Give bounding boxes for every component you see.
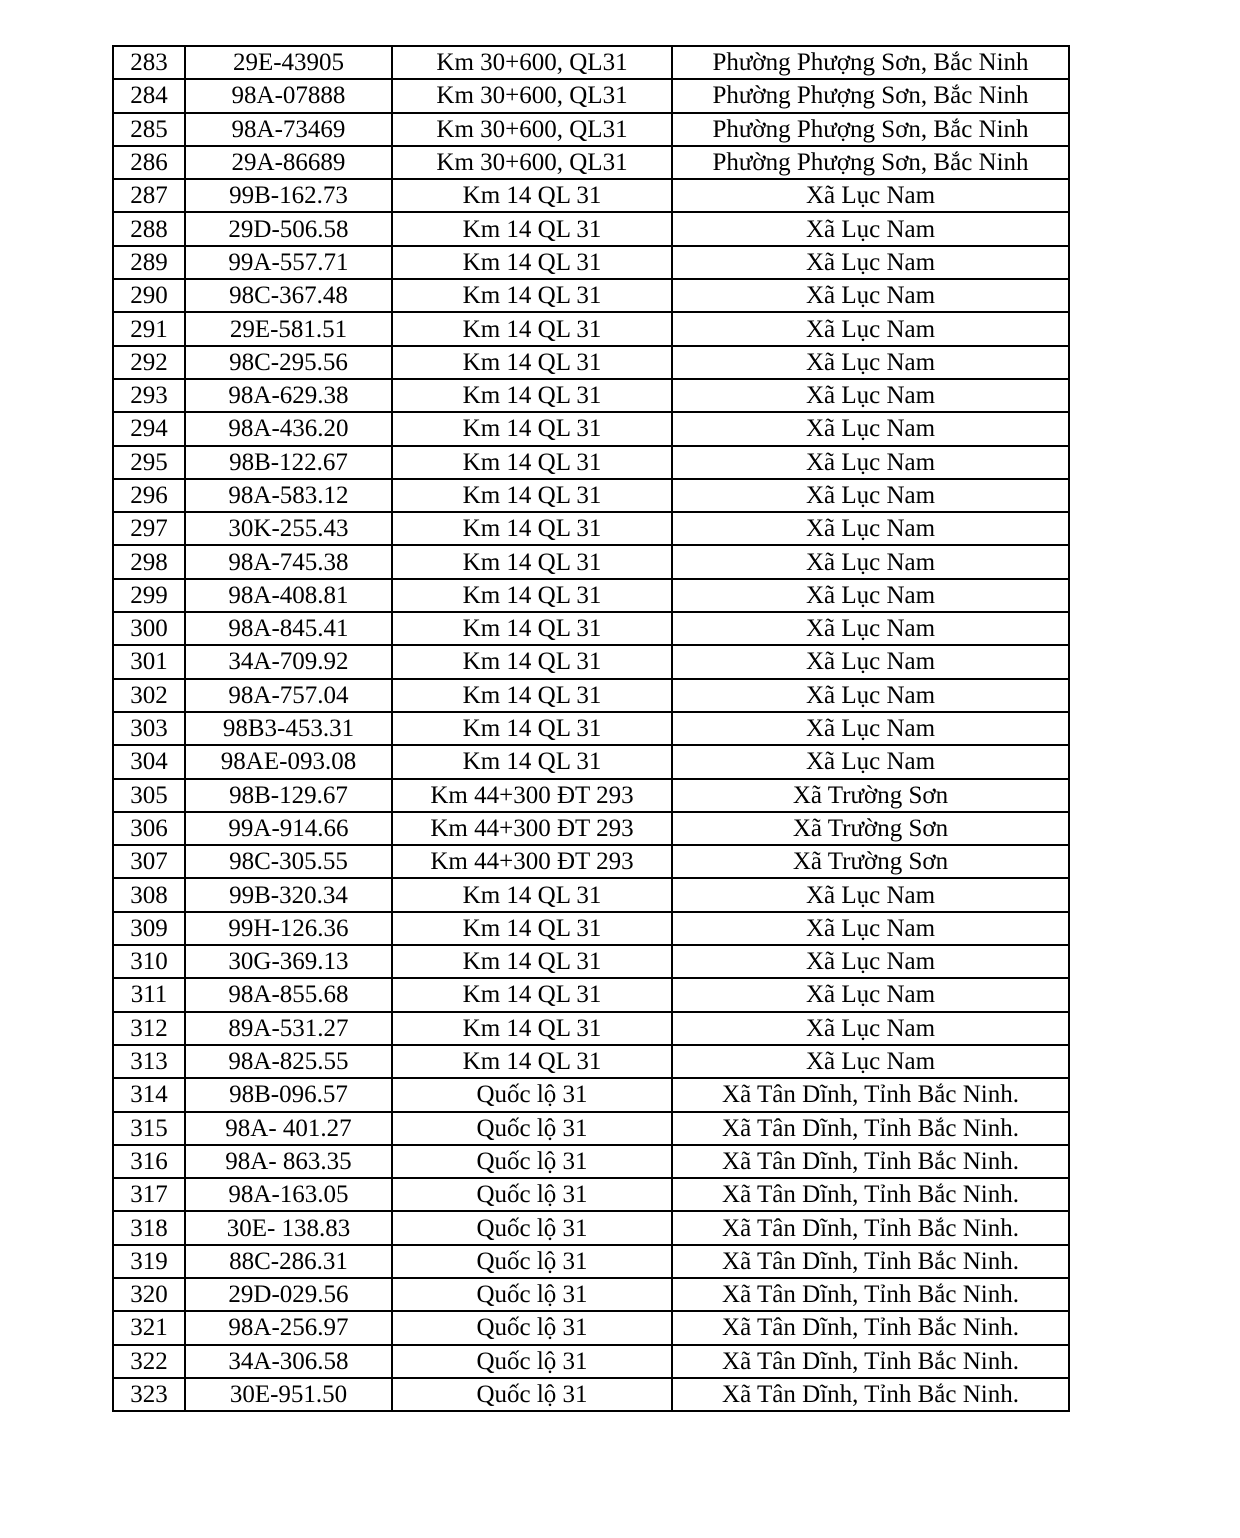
row-number-cell: 293 [113, 379, 185, 412]
row-number-cell: 285 [113, 113, 185, 146]
table-row [113, 479, 1069, 512]
location-cell: Km 44+300 ĐT 293 [392, 845, 672, 878]
row-number-cell: 316 [113, 1145, 185, 1178]
location-cell: Quốc lộ 31 [392, 1278, 672, 1311]
area-cell: Xã Trường Sơn [672, 845, 1069, 878]
area-cell: Xã Lục Nam [672, 745, 1069, 778]
license-plate-cell: 98A-629.38 [185, 379, 392, 412]
table-row [113, 346, 1069, 379]
area-cell: Xã Tân Dĩnh, Tỉnh Bắc Ninh. [672, 1112, 1069, 1145]
location-cell: Quốc lộ 31 [392, 1112, 672, 1145]
location-cell: Quốc lộ 31 [392, 1078, 672, 1111]
table-row [113, 812, 1069, 845]
row-number-cell: 317 [113, 1178, 185, 1211]
table-row [113, 978, 1069, 1011]
license-plate-cell: 99A-557.71 [185, 246, 392, 279]
row-number-cell: 291 [113, 312, 185, 345]
area-cell: Xã Lục Nam [672, 1012, 1069, 1045]
license-plate-cell: 34A-709.92 [185, 645, 392, 678]
area-cell: Xã Lục Nam [672, 912, 1069, 945]
row-number-cell: 302 [113, 679, 185, 712]
row-number-cell: 306 [113, 812, 185, 845]
location-cell: Km 30+600, QL31 [392, 46, 672, 79]
table-row [113, 1112, 1069, 1145]
location-cell: Km 14 QL 31 [392, 912, 672, 945]
row-number-cell: 304 [113, 745, 185, 778]
location-cell: Km 14 QL 31 [392, 412, 672, 445]
location-cell: Km 44+300 ĐT 293 [392, 812, 672, 845]
area-cell: Xã Tân Dĩnh, Tỉnh Bắc Ninh. [672, 1311, 1069, 1344]
license-plate-cell: 29D-506.58 [185, 212, 392, 245]
license-plate-cell: 98A-825.55 [185, 1045, 392, 1078]
license-plate-cell: 30E- 138.83 [185, 1211, 392, 1244]
license-plate-cell: 98A-256.97 [185, 1311, 392, 1344]
row-number-cell: 288 [113, 212, 185, 245]
location-cell: Quốc lộ 31 [392, 1245, 672, 1278]
table-body [113, 46, 1069, 1411]
row-number-cell: 299 [113, 579, 185, 612]
table-row [113, 46, 1069, 79]
row-number-cell: 313 [113, 1045, 185, 1078]
license-plate-cell: 98AE-093.08 [185, 745, 392, 778]
table-row [113, 446, 1069, 479]
area-cell: Xã Lục Nam [672, 679, 1069, 712]
location-cell: Km 14 QL 31 [392, 545, 672, 578]
table-row [113, 1311, 1069, 1344]
row-number-cell: 322 [113, 1345, 185, 1378]
location-cell: Km 14 QL 31 [392, 945, 672, 978]
location-cell: Km 14 QL 31 [392, 612, 672, 645]
row-number-cell: 323 [113, 1378, 185, 1411]
license-plate-cell: 29D-029.56 [185, 1278, 392, 1311]
license-plate-cell: 99H-126.36 [185, 912, 392, 945]
area-cell: Xã Lục Nam [672, 279, 1069, 312]
area-cell: Xã Trường Sơn [672, 779, 1069, 812]
location-cell: Quốc lộ 31 [392, 1345, 672, 1378]
license-plate-cell: 30E-951.50 [185, 1378, 392, 1411]
area-cell: Xã Lục Nam [672, 579, 1069, 612]
license-plate-cell: 98A-163.05 [185, 1178, 392, 1211]
table-row [113, 845, 1069, 878]
table-row [113, 1178, 1069, 1211]
location-cell: Km 14 QL 31 [392, 1012, 672, 1045]
row-number-cell: 312 [113, 1012, 185, 1045]
location-cell: Km 14 QL 31 [392, 512, 672, 545]
row-number-cell: 305 [113, 779, 185, 812]
location-cell: Km 14 QL 31 [392, 978, 672, 1011]
location-cell: Km 14 QL 31 [392, 246, 672, 279]
area-cell: Xã Tân Dĩnh, Tỉnh Bắc Ninh. [672, 1345, 1069, 1378]
location-cell: Km 44+300 ĐT 293 [392, 779, 672, 812]
row-number-cell: 307 [113, 845, 185, 878]
row-number-cell: 310 [113, 945, 185, 978]
location-cell: Km 14 QL 31 [392, 679, 672, 712]
license-plate-cell: 98A-583.12 [185, 479, 392, 512]
area-cell: Xã Lục Nam [672, 878, 1069, 911]
area-cell: Xã Tân Dĩnh, Tỉnh Bắc Ninh. [672, 1245, 1069, 1278]
license-plate-cell: 88C-286.31 [185, 1245, 392, 1278]
table-row [113, 146, 1069, 179]
area-cell: Xã Lục Nam [672, 1045, 1069, 1078]
table-row [113, 745, 1069, 778]
table-row [113, 512, 1069, 545]
violation-table [112, 45, 1070, 1412]
license-plate-cell: 99B-320.34 [185, 878, 392, 911]
license-plate-cell: 98A-07888 [185, 79, 392, 112]
license-plate-cell: 98C-305.55 [185, 845, 392, 878]
location-cell: Quốc lộ 31 [392, 1378, 672, 1411]
table-row [113, 212, 1069, 245]
table-row [113, 179, 1069, 212]
table-row [113, 1045, 1069, 1078]
table-row [113, 645, 1069, 678]
table-row [113, 878, 1069, 911]
row-number-cell: 315 [113, 1112, 185, 1145]
area-cell: Xã Tân Dĩnh, Tỉnh Bắc Ninh. [672, 1178, 1069, 1211]
location-cell: Km 14 QL 31 [392, 179, 672, 212]
row-number-cell: 296 [113, 479, 185, 512]
area-cell: Xã Lục Nam [672, 712, 1069, 745]
license-plate-cell: 98A-845.41 [185, 612, 392, 645]
row-number-cell: 309 [113, 912, 185, 945]
table-row [113, 1378, 1069, 1411]
license-plate-cell: 98B-122.67 [185, 446, 392, 479]
table-row [113, 1078, 1069, 1111]
area-cell: Xã Tân Dĩnh, Tỉnh Bắc Ninh. [672, 1211, 1069, 1244]
area-cell: Phường Phượng Sơn, Bắc Ninh [672, 46, 1069, 79]
license-plate-cell: 98B3-453.31 [185, 712, 392, 745]
table-row [113, 679, 1069, 712]
area-cell: Xã Lục Nam [672, 246, 1069, 279]
area-cell: Xã Lục Nam [672, 212, 1069, 245]
location-cell: Quốc lộ 31 [392, 1178, 672, 1211]
location-cell: Km 14 QL 31 [392, 645, 672, 678]
table-row [113, 1278, 1069, 1311]
row-number-cell: 284 [113, 79, 185, 112]
table-row [113, 1012, 1069, 1045]
row-number-cell: 318 [113, 1211, 185, 1244]
row-number-cell: 287 [113, 179, 185, 212]
table-row [113, 312, 1069, 345]
table-row [113, 279, 1069, 312]
row-number-cell: 286 [113, 146, 185, 179]
license-plate-cell: 29A-86689 [185, 146, 392, 179]
area-cell: Xã Lục Nam [672, 945, 1069, 978]
area-cell: Phường Phượng Sơn, Bắc Ninh [672, 146, 1069, 179]
license-plate-cell: 99A-914.66 [185, 812, 392, 845]
location-cell: Km 14 QL 31 [392, 712, 672, 745]
location-cell: Km 14 QL 31 [392, 1045, 672, 1078]
area-cell: Xã Tân Dĩnh, Tỉnh Bắc Ninh. [672, 1078, 1069, 1111]
table-row [113, 945, 1069, 978]
row-number-cell: 294 [113, 412, 185, 445]
location-cell: Km 14 QL 31 [392, 379, 672, 412]
table-row [113, 912, 1069, 945]
row-number-cell: 295 [113, 446, 185, 479]
row-number-cell: 283 [113, 46, 185, 79]
location-cell: Km 14 QL 31 [392, 212, 672, 245]
license-plate-cell: 98A-757.04 [185, 679, 392, 712]
table-row [113, 246, 1069, 279]
area-cell: Xã Lục Nam [672, 179, 1069, 212]
location-cell: Km 14 QL 31 [392, 446, 672, 479]
row-number-cell: 319 [113, 1245, 185, 1278]
area-cell: Xã Lục Nam [672, 346, 1069, 379]
row-number-cell: 298 [113, 545, 185, 578]
area-cell: Xã Tân Dĩnh, Tỉnh Bắc Ninh. [672, 1378, 1069, 1411]
table-row [113, 1245, 1069, 1278]
location-cell: Km 14 QL 31 [392, 579, 672, 612]
location-cell: Km 14 QL 31 [392, 279, 672, 312]
table-row [113, 579, 1069, 612]
table-row [113, 113, 1069, 146]
area-cell: Xã Lục Nam [672, 645, 1069, 678]
table-row [113, 712, 1069, 745]
license-plate-cell: 29E-43905 [185, 46, 392, 79]
location-cell: Km 14 QL 31 [392, 745, 672, 778]
row-number-cell: 320 [113, 1278, 185, 1311]
area-cell: Xã Trường Sơn [672, 812, 1069, 845]
license-plate-cell: 99B-162.73 [185, 179, 392, 212]
area-cell: Xã Lục Nam [672, 545, 1069, 578]
location-cell: Km 14 QL 31 [392, 312, 672, 345]
row-number-cell: 290 [113, 279, 185, 312]
table-row [113, 545, 1069, 578]
row-number-cell: 308 [113, 878, 185, 911]
license-plate-cell: 89A-531.27 [185, 1012, 392, 1045]
area-cell: Xã Tân Dĩnh, Tỉnh Bắc Ninh. [672, 1278, 1069, 1311]
row-number-cell: 311 [113, 978, 185, 1011]
row-number-cell: 292 [113, 346, 185, 379]
license-plate-cell: 98A- 401.27 [185, 1112, 392, 1145]
table-row [113, 412, 1069, 445]
license-plate-cell: 98C-295.56 [185, 346, 392, 379]
license-plate-cell: 98B-129.67 [185, 779, 392, 812]
table-row [113, 612, 1069, 645]
license-plate-cell: 30K-255.43 [185, 512, 392, 545]
location-cell: Km 14 QL 31 [392, 346, 672, 379]
license-plate-cell: 98A- 863.35 [185, 1145, 392, 1178]
table-row [113, 1211, 1069, 1244]
license-plate-cell: 98A-73469 [185, 113, 392, 146]
area-cell: Phường Phượng Sơn, Bắc Ninh [672, 79, 1069, 112]
location-cell: Km 30+600, QL31 [392, 113, 672, 146]
area-cell: Xã Lục Nam [672, 412, 1069, 445]
area-cell: Xã Lục Nam [672, 978, 1069, 1011]
location-cell: Quốc lộ 31 [392, 1311, 672, 1344]
table-row [113, 79, 1069, 112]
license-plate-cell: 98A-408.81 [185, 579, 392, 612]
table-row [113, 1145, 1069, 1178]
row-number-cell: 289 [113, 246, 185, 279]
location-cell: Km 30+600, QL31 [392, 146, 672, 179]
area-cell: Xã Lục Nam [672, 612, 1069, 645]
license-plate-cell: 98A-855.68 [185, 978, 392, 1011]
area-cell: Xã Tân Dĩnh, Tỉnh Bắc Ninh. [672, 1145, 1069, 1178]
row-number-cell: 314 [113, 1078, 185, 1111]
row-number-cell: 300 [113, 612, 185, 645]
location-cell: Km 14 QL 31 [392, 878, 672, 911]
license-plate-cell: 98A-436.20 [185, 412, 392, 445]
license-plate-cell: 98A-745.38 [185, 545, 392, 578]
location-cell: Quốc lộ 31 [392, 1211, 672, 1244]
row-number-cell: 321 [113, 1311, 185, 1344]
area-cell: Xã Lục Nam [672, 312, 1069, 345]
area-cell: Phường Phượng Sơn, Bắc Ninh [672, 113, 1069, 146]
license-plate-cell: 34A-306.58 [185, 1345, 392, 1378]
location-cell: Km 14 QL 31 [392, 479, 672, 512]
table-row [113, 779, 1069, 812]
license-plate-cell: 30G-369.13 [185, 945, 392, 978]
license-plate-cell: 98B-096.57 [185, 1078, 392, 1111]
license-plate-cell: 29E-581.51 [185, 312, 392, 345]
location-cell: Quốc lộ 31 [392, 1145, 672, 1178]
table-row [113, 379, 1069, 412]
table-row [113, 1345, 1069, 1378]
area-cell: Xã Lục Nam [672, 479, 1069, 512]
license-plate-cell: 98C-367.48 [185, 279, 392, 312]
area-cell: Xã Lục Nam [672, 379, 1069, 412]
row-number-cell: 301 [113, 645, 185, 678]
row-number-cell: 303 [113, 712, 185, 745]
area-cell: Xã Lục Nam [672, 446, 1069, 479]
row-number-cell: 297 [113, 512, 185, 545]
area-cell: Xã Lục Nam [672, 512, 1069, 545]
location-cell: Km 30+600, QL31 [392, 79, 672, 112]
